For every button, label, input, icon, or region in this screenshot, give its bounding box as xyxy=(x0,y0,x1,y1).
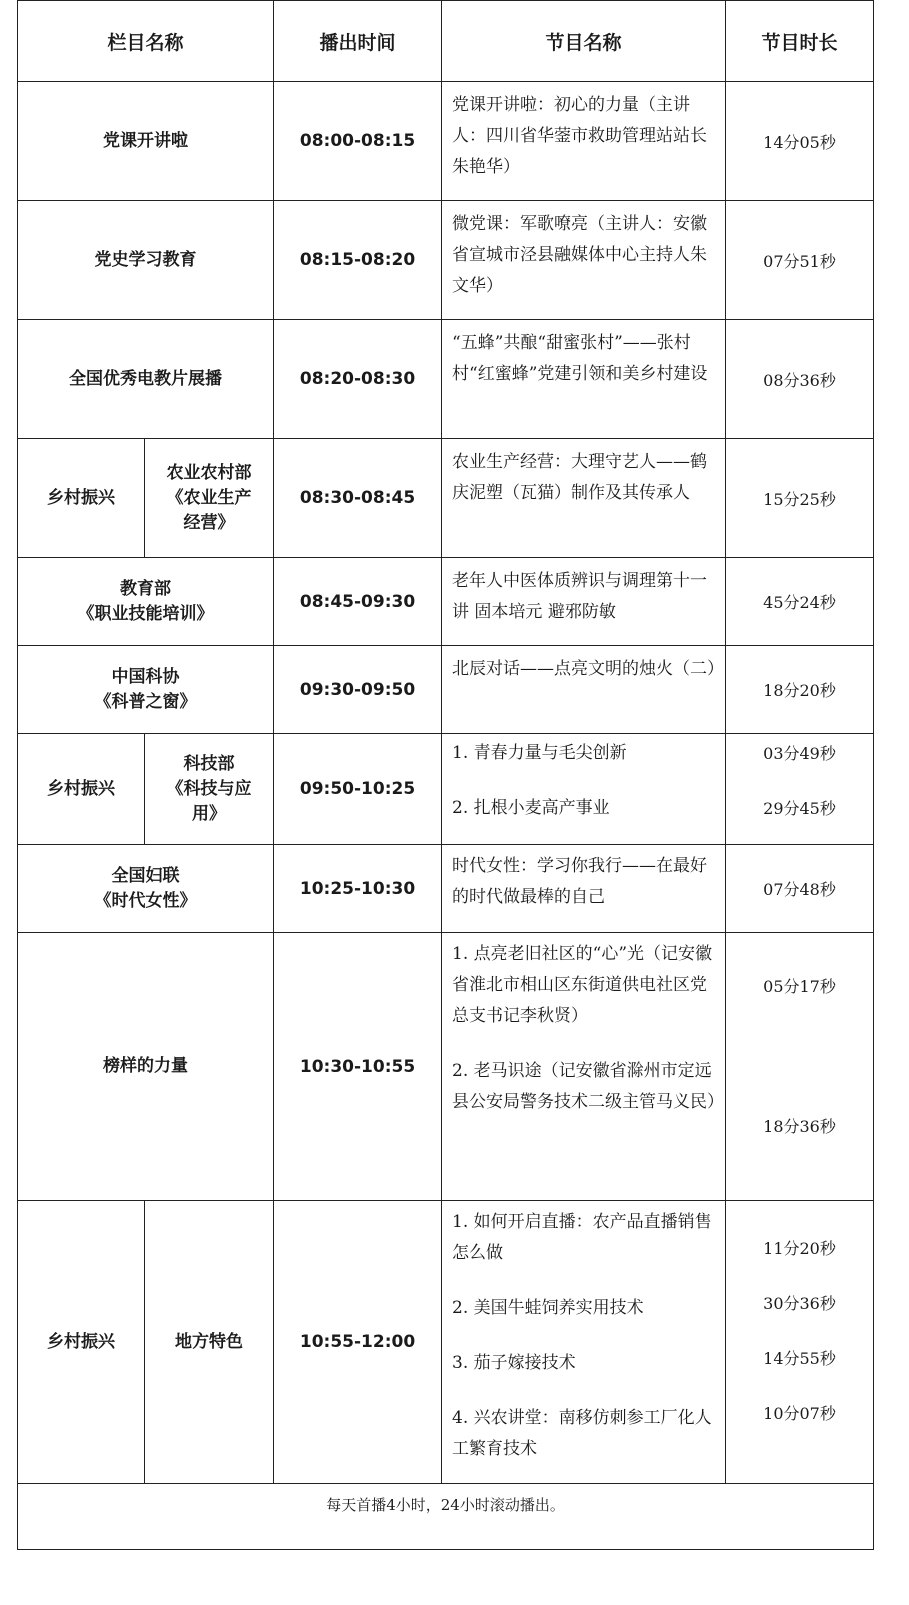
duration-cell: 14分05秒 xyxy=(726,82,874,201)
table-row xyxy=(18,320,874,439)
duration-item: 10分07秒 xyxy=(763,1404,836,1423)
duration-item: 05分17秒 xyxy=(763,977,836,996)
column-name-cell: 乡村振兴 xyxy=(18,734,145,845)
program-item: 1. 点亮老旧社区的“心”光（记安徽省淮北市相山区东街道供电社区党总支书记李秋贤） xyxy=(452,944,713,1026)
program-cell xyxy=(442,320,726,439)
sub-column-cell xyxy=(145,439,274,558)
duration-cell: 07分48秒 xyxy=(726,845,874,933)
sub-column-line: 经营》 xyxy=(183,512,235,533)
program-text: 老年人中医体质辨识与调理第十一讲 固本培元 避邪防敏 xyxy=(452,571,708,622)
column-name-line: 《职业技能培训》 xyxy=(77,603,214,624)
column-name-cell: 全国优秀电教片展播 xyxy=(18,320,274,439)
header-air-time: 播出时间 xyxy=(274,1,442,82)
column-name-cell xyxy=(18,845,274,933)
duration-cell: 08分36秒 xyxy=(726,320,874,439)
program-cell xyxy=(442,845,726,933)
duration-cell: 18分20秒 xyxy=(726,646,874,734)
column-name-line: 《科普之窗》 xyxy=(94,691,197,712)
table-row xyxy=(18,845,874,933)
schedule-table xyxy=(17,0,874,1550)
table-row xyxy=(18,1201,874,1484)
table-row xyxy=(18,933,874,1201)
duration-cell: 15分25秒 xyxy=(726,439,874,558)
air-time-cell: 08:15-08:20 xyxy=(274,201,442,320)
header-program-name: 节目名称 xyxy=(442,1,726,82)
table-row xyxy=(18,439,874,558)
header-duration: 节目时长 xyxy=(726,1,874,82)
column-name-cell: 乡村振兴 xyxy=(18,1201,145,1484)
air-time-cell: 10:30-10:55 xyxy=(274,933,442,1201)
program-text: 农业生产经营：大理守艺人——鹤庆泥塑（瓦猫）制作及其传承人 xyxy=(452,452,708,503)
program-text: 北辰对话——点亮文明的烛火（二） xyxy=(452,659,725,679)
program-item: 1. 青春力量与毛尖创新 xyxy=(452,743,627,763)
footer-note: 每天首播4小时，24小时滚动播出。 xyxy=(18,1484,874,1550)
column-name-cell: 党史学习教育 xyxy=(18,201,274,320)
program-text: 微党课：军歌嘹亮（主讲人：安徽省宣城市泾县融媒体中心主持人朱文华） xyxy=(452,214,708,296)
duration-item: 11分20秒 xyxy=(763,1239,836,1258)
column-name-cell xyxy=(18,558,274,646)
table-row xyxy=(18,646,874,734)
sub-column-cell: 地方特色 xyxy=(145,1201,274,1484)
footer-row xyxy=(18,1484,874,1550)
header-column-name: 栏目名称 xyxy=(18,1,274,82)
program-text: 时代女性：学习你我行——在最好的时代做最棒的自己 xyxy=(452,856,708,907)
air-time-cell: 08:00-08:15 xyxy=(274,82,442,201)
column-name-line: 《时代女性》 xyxy=(94,890,197,911)
duration-cell xyxy=(726,933,874,1201)
air-time-cell: 10:25-10:30 xyxy=(274,845,442,933)
program-cell xyxy=(442,1201,726,1484)
column-name-cell: 榜样的力量 xyxy=(18,933,274,1201)
column-name-line: 全国妇联 xyxy=(111,865,180,886)
air-time-cell: 09:30-09:50 xyxy=(274,646,442,734)
sub-column-cell xyxy=(145,734,274,845)
program-cell xyxy=(442,646,726,734)
program-cell xyxy=(442,734,726,845)
program-cell xyxy=(442,82,726,201)
table-row xyxy=(18,82,874,201)
duration-item: 18分36秒 xyxy=(763,1117,836,1136)
program-item: 1. 如何开启直播：农产品直播销售怎么做 xyxy=(452,1212,712,1263)
duration-cell xyxy=(726,1201,874,1484)
column-name-cell xyxy=(18,646,274,734)
program-cell xyxy=(442,439,726,558)
duration-item: 14分55秒 xyxy=(763,1349,836,1368)
program-text: 党课开讲啦：初心的力量（主讲人：四川省华蓥市救助管理站站长朱艳华） xyxy=(452,95,708,177)
duration-cell xyxy=(726,734,874,845)
air-time-cell: 09:50-10:25 xyxy=(274,734,442,845)
sub-column-line: 用》 xyxy=(192,803,226,824)
duration-item: 03分49秒 xyxy=(763,744,836,763)
sub-column-line: 科技部 xyxy=(183,753,235,774)
program-cell xyxy=(442,201,726,320)
air-time-cell: 08:45-09:30 xyxy=(274,558,442,646)
program-cell xyxy=(442,558,726,646)
table-row xyxy=(18,734,874,845)
column-name-cell: 乡村振兴 xyxy=(18,439,145,558)
sub-column-line: 农业农村部 xyxy=(166,462,252,483)
air-time-cell: 08:20-08:30 xyxy=(274,320,442,439)
sub-column-line: 《科技与应 xyxy=(166,778,252,799)
program-item: 2. 美国牛蛙饲养实用技术 xyxy=(452,1298,644,1318)
duration-item: 30分36秒 xyxy=(763,1294,836,1313)
duration-cell: 07分51秒 xyxy=(726,201,874,320)
program-item: 2. 老马识途（记安徽省滁州市定远县公安局警务技术二级主管马义民） xyxy=(452,1061,725,1112)
program-item: 4. 兴农讲堂：南移仿刺参工厂化人工繁育技术 xyxy=(452,1408,712,1459)
air-time-cell: 10:55-12:00 xyxy=(274,1201,442,1484)
program-item: 2. 扎根小麦高产事业 xyxy=(452,798,610,818)
program-cell xyxy=(442,933,726,1201)
table-row xyxy=(18,558,874,646)
column-name-line: 中国科协 xyxy=(111,666,180,687)
sub-column-line: 《农业生产 xyxy=(166,487,252,508)
duration-item: 29分45秒 xyxy=(763,799,836,818)
column-name-cell: 党课开讲啦 xyxy=(18,82,274,201)
table-row xyxy=(18,201,874,320)
duration-cell: 45分24秒 xyxy=(726,558,874,646)
header-row xyxy=(18,1,874,82)
program-text: “五蜂”共酿“甜蜜张村”——张村村“红蜜蜂”党建引领和美乡村建设 xyxy=(452,333,708,384)
air-time-cell: 08:30-08:45 xyxy=(274,439,442,558)
column-name-line: 教育部 xyxy=(120,578,171,599)
program-item: 3. 茄子嫁接技术 xyxy=(452,1353,576,1373)
